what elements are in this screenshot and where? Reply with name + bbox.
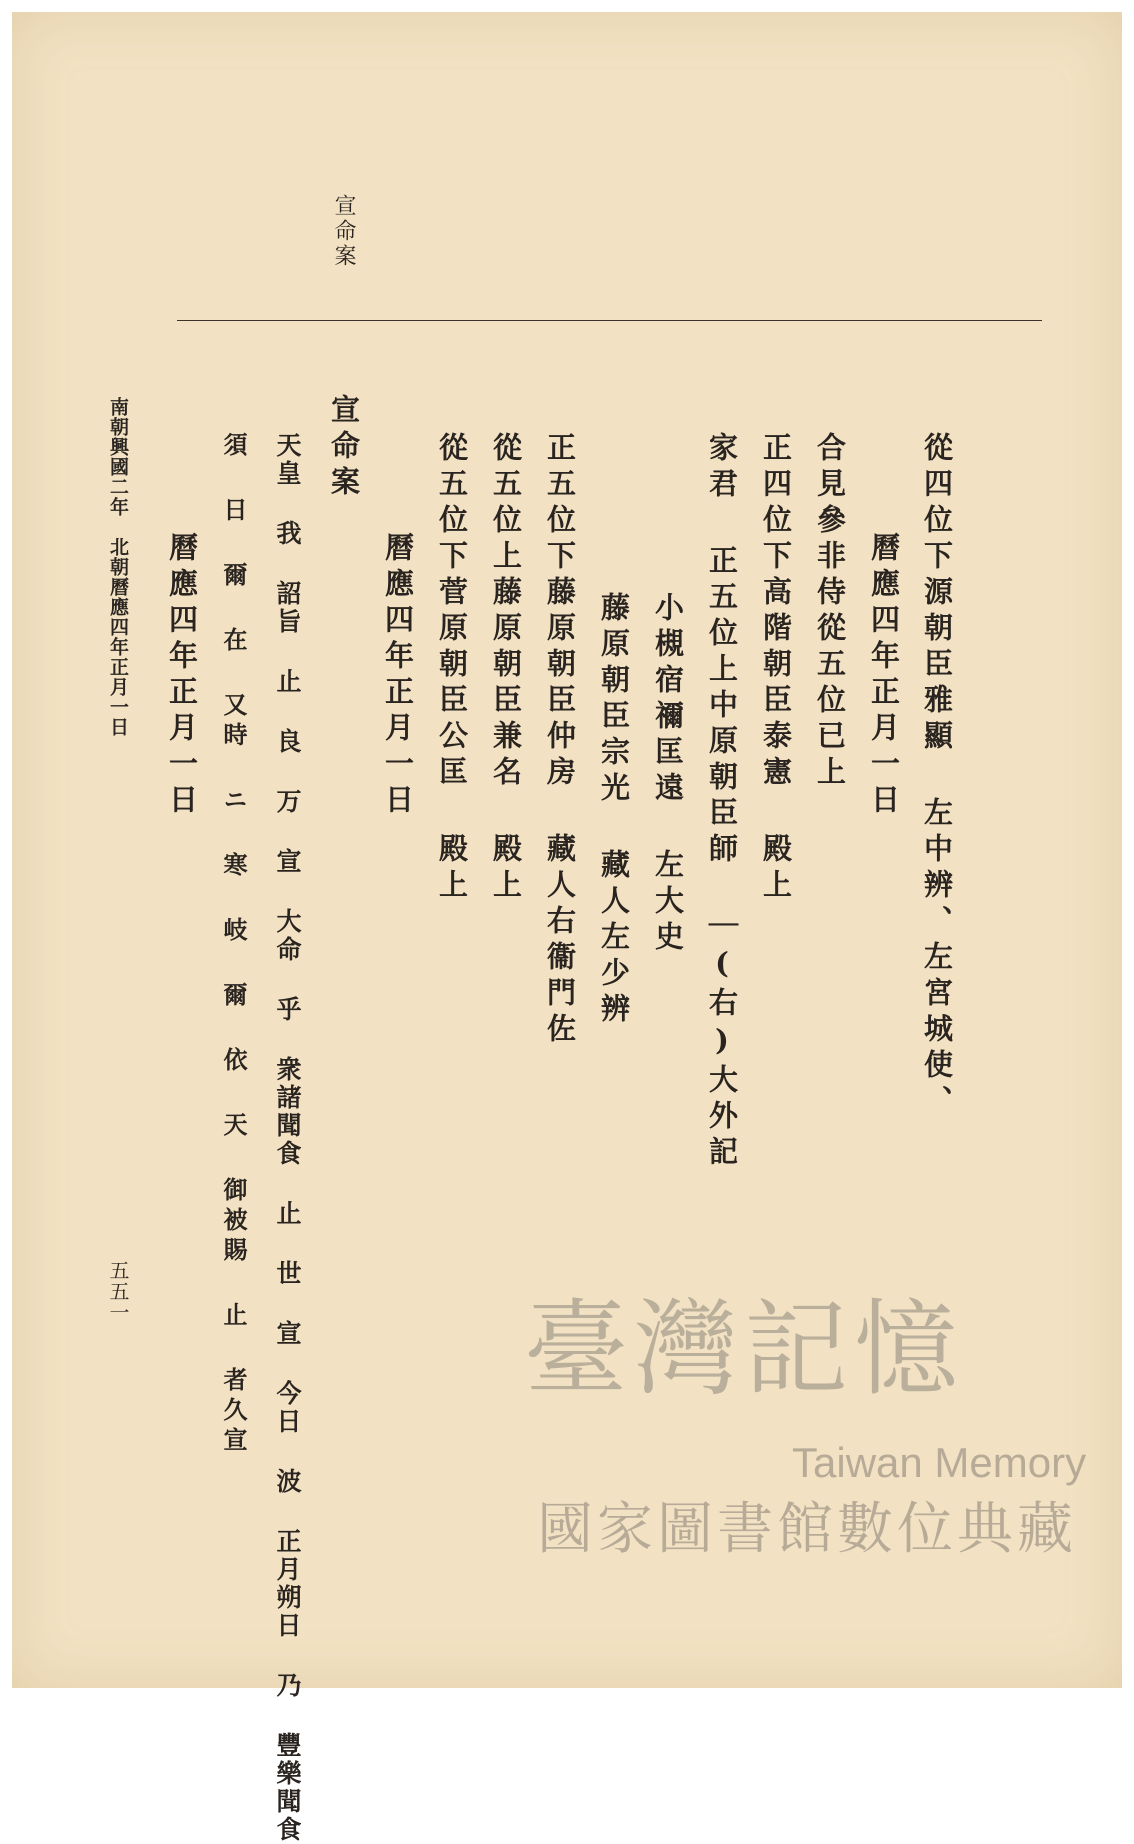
- text-column-15: 曆應四年正月一日: [165, 532, 199, 820]
- text-column-12: 宣命案: [327, 394, 361, 502]
- text-column-5: 家君 正五位上中原朝臣師 ｜(右)大外記: [705, 432, 739, 1172]
- text-column-11: 曆應四年正月一日: [381, 532, 415, 820]
- page-number: 五五一: [106, 1260, 130, 1323]
- text-column-10: 從五位下菅原朝臣公匡 殿上: [435, 432, 469, 905]
- text-column-2: 曆應四年正月一日: [867, 532, 901, 820]
- text-column-7: 藤原朝臣宗光 藏人左少辨: [597, 592, 631, 1029]
- text-column-14: 須 日 爾 在 又時 ニ 寒 岐 爾 依 天 御被賜 止 者久宣: [219, 432, 248, 1457]
- document-page: [12, 12, 1122, 1844]
- text-column-6: 小槻宿禰匡遠 左大史: [651, 592, 685, 957]
- watermark-logo: 臺灣記憶: [524, 1288, 965, 1410]
- text-column-8: 正五位下藤原朝臣仲房 藏人右衞門佐: [543, 432, 577, 1049]
- running-title: 宣命案: [331, 194, 356, 269]
- margin-note: 南朝興國二年 北朝曆應四年正月一日: [107, 397, 129, 737]
- text-column-9: 從五位上藤原朝臣兼名 殿上: [489, 432, 523, 905]
- text-column-13: 天皇 我 詔旨 止 良 万 宣 大命 乎 衆諸聞食 止 世 宣 今日 波 正月朔日 乃 豐樂聞食: [273, 432, 302, 1844]
- header-rule: [177, 320, 1042, 321]
- watermark-english: Taiwan Memory: [792, 1439, 1087, 1486]
- text-column-4: 正四位下高階朝臣泰憲 殿上: [759, 432, 793, 905]
- text-column-1: 從四位下源朝臣雅顯 左中辨、左宮城使、: [920, 432, 954, 1121]
- watermark-library: 國家圖書館數位典藏: [537, 1497, 1077, 1562]
- text-column-3: 合見參非侍從五位已上: [813, 432, 847, 792]
